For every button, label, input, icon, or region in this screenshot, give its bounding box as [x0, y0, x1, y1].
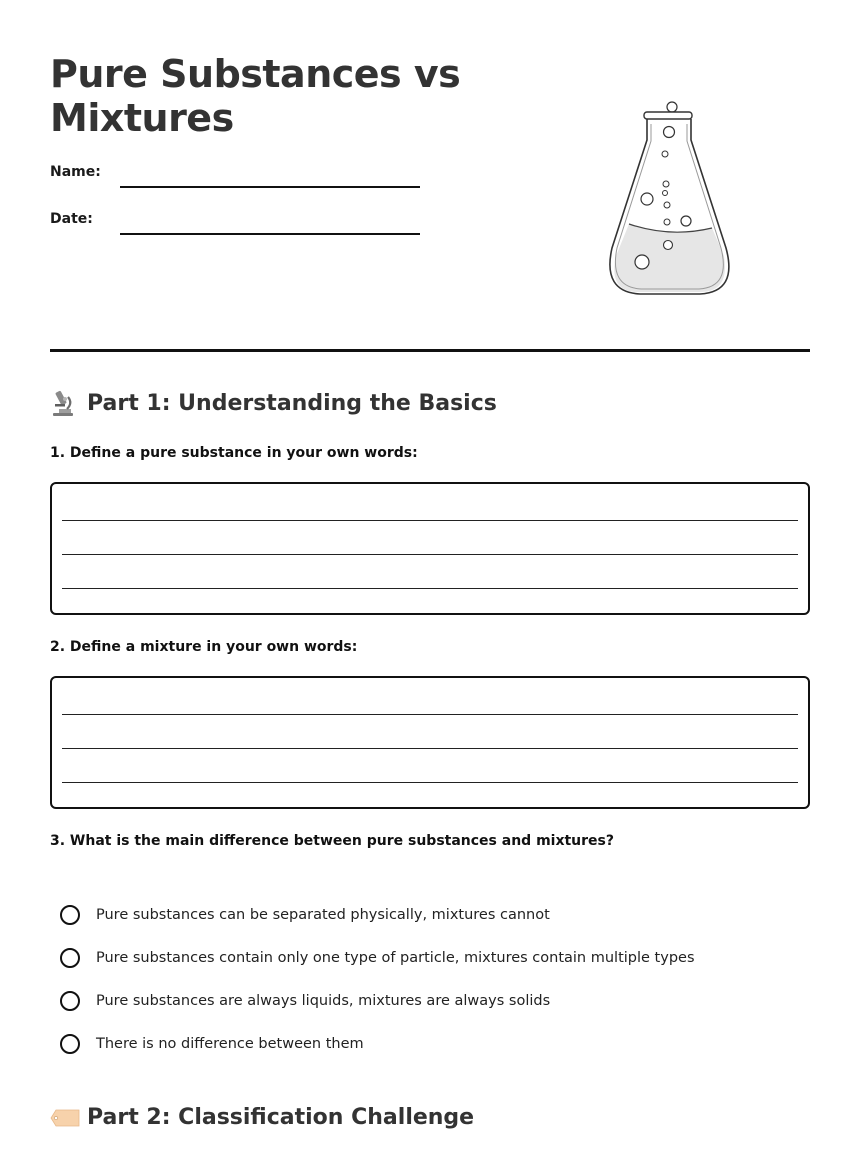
option-label: There is no difference between them	[96, 1035, 364, 1052]
option-b[interactable]	[60, 936, 800, 979]
option-c[interactable]	[60, 979, 800, 1022]
worksheet-page	[50, 0, 810, 1130]
answer-options	[60, 893, 800, 1065]
name-label: Name:	[50, 164, 101, 180]
option-d[interactable]	[60, 1022, 800, 1065]
part1-title: Part 1: Understanding the Basics	[87, 390, 497, 416]
answer-line	[62, 748, 798, 749]
part1-heading	[50, 389, 497, 417]
radio-button[interactable]	[60, 991, 80, 1011]
answer-line	[62, 714, 798, 715]
question-2: 2. Define a mixture in your own words:	[50, 639, 358, 655]
date-write-line[interactable]	[120, 233, 420, 235]
label-tag-icon	[50, 1103, 76, 1131]
radio-button[interactable]	[60, 948, 80, 968]
option-label: Pure substances contain only one type of particle, mixtures contain multiple types	[96, 949, 695, 966]
part2-title: Part 2: Classification Challenge	[87, 1104, 475, 1130]
radio-button[interactable]	[60, 905, 80, 925]
worksheet-header	[50, 0, 810, 352]
name-write-line[interactable]	[120, 186, 420, 188]
name-field[interactable]	[50, 164, 420, 188]
question-3: 3. What is the main difference between pure substances and mixtures?	[50, 833, 614, 849]
answer-box-1[interactable]	[50, 482, 810, 615]
part2-heading	[50, 1103, 474, 1131]
question-1: 1. Define a pure substance in your own words:	[50, 445, 418, 461]
date-label: Date:	[50, 211, 93, 227]
answer-line	[62, 520, 798, 521]
answer-box-2[interactable]	[50, 676, 810, 809]
option-label: Pure substances can be separated physically, mixtures cannot	[96, 906, 550, 923]
page-title: Pure Substances vs Mixtures	[50, 52, 461, 140]
date-field[interactable]	[50, 211, 420, 235]
microscope-icon	[50, 389, 76, 417]
radio-button[interactable]	[60, 1034, 80, 1054]
answer-line	[62, 588, 798, 589]
header-divider	[50, 349, 810, 352]
answer-line	[62, 554, 798, 555]
answer-line	[62, 782, 798, 783]
erlenmeyer-flask-icon	[600, 96, 740, 300]
option-a[interactable]	[60, 893, 800, 936]
option-label: Pure substances are always liquids, mixtures are always solids	[96, 992, 551, 1009]
